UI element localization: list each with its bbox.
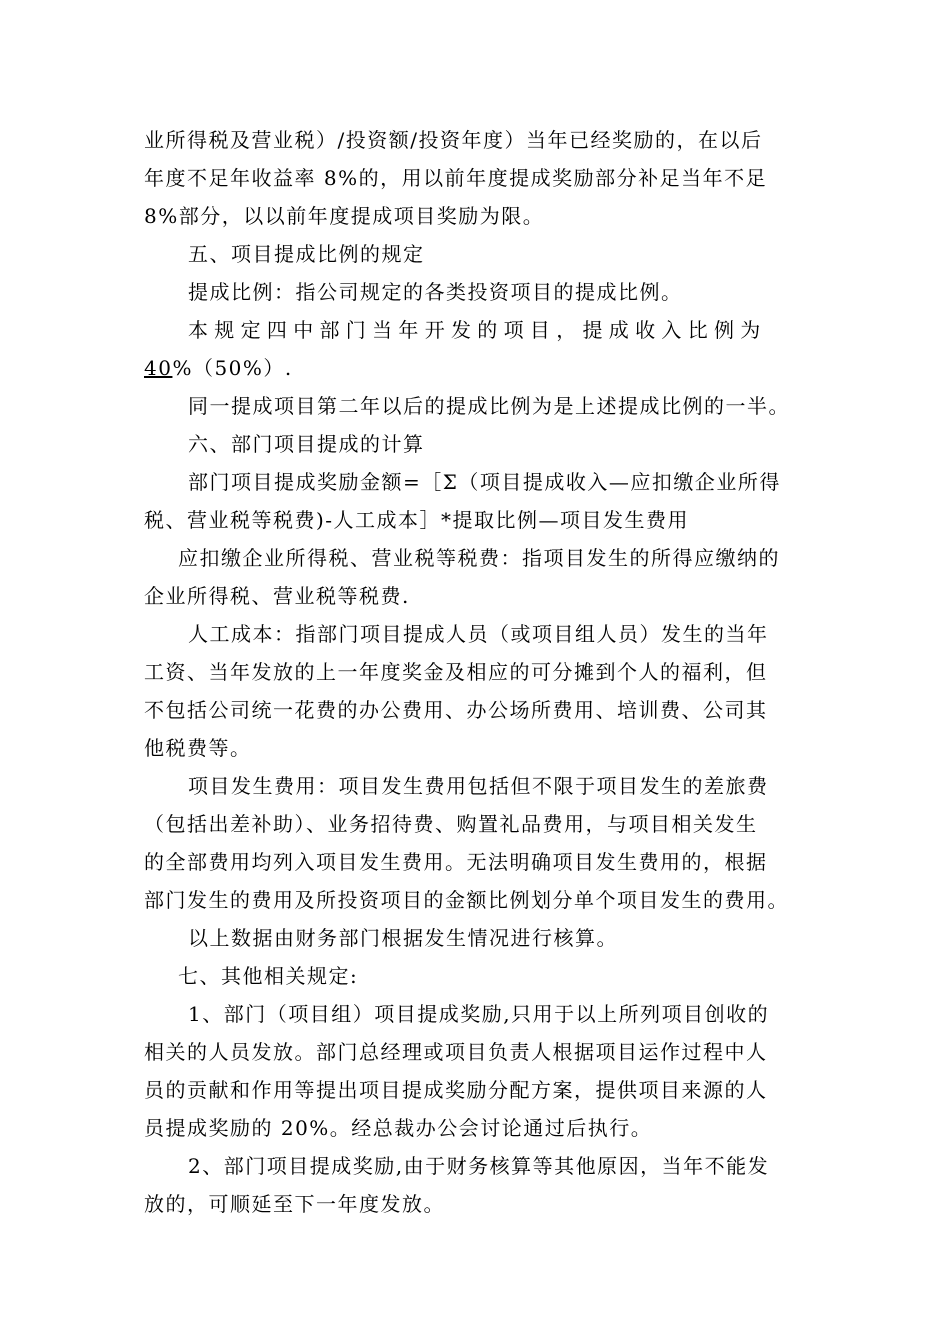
text-line: 不包括公司统一花费的办公费用、办公场所费用、培训费、公司其 bbox=[144, 698, 768, 722]
text-line: 员提成奖励的 20%。经总裁办公会讨论通过后执行。 bbox=[144, 1116, 653, 1140]
text-line-ratio bbox=[144, 356, 293, 380]
text-line: 业所得税及营业税）/投资额/投资年度）当年已经奖励的，在以后 bbox=[144, 128, 763, 152]
section-heading-5: 五、项目提成比例的规定 bbox=[188, 242, 425, 266]
list-item-1: 1、部门（项目组）项目提成奖励,只用于以上所列项目创收的 bbox=[188, 1002, 770, 1026]
text-line: 项目发生费用：项目发生费用包括但不限于项目发生的差旅费 bbox=[188, 774, 769, 798]
section-heading-7: 七、其他相关规定: bbox=[178, 964, 359, 988]
text-line: 企业所得税、营业税等税费. bbox=[144, 584, 410, 608]
list-item-2: 2、部门项目提成奖励,由于财务核算等其他原因，当年不能发 bbox=[188, 1154, 770, 1178]
text-line: 应扣缴企业所得税、营业税等税费：指项目发生的所得应缴纳的 bbox=[178, 546, 780, 570]
section-heading-6: 六、部门项目提成的计算 bbox=[188, 432, 425, 456]
text-line: （包括出差补助）、业务招待费、购置礼品费用，与项目相关发生 bbox=[144, 812, 758, 836]
underlined-ratio: 40 bbox=[144, 356, 173, 380]
ratio-remainder: %（50%）. bbox=[172, 356, 293, 380]
text-line: 放的，可顺延至下一年度发放。 bbox=[144, 1192, 445, 1216]
text-line: 以上数据由财务部门根据发生情况进行核算。 bbox=[188, 926, 618, 950]
text-line: 年度不足年收益率 8%的，用以前年度提成奖励部分补足当年不足 bbox=[144, 166, 768, 190]
text-line: 8%部分，以以前年度提成项目奖励为限。 bbox=[144, 204, 545, 228]
text-line: 工资、当年发放的上一年度奖金及相应的可分摊到个人的福利，但 bbox=[144, 660, 768, 684]
formula-line: 部门项目提成奖励金额=［Σ（项目提成收入—应扣缴企业所得 bbox=[188, 470, 781, 494]
text-line: 部门发生的费用及所投资项目的金额比例划分单个项目发生的费用。 bbox=[144, 888, 789, 912]
text-line: 他税费等。 bbox=[144, 736, 252, 760]
text-line: 相关的人员发放。部门总经理或项目负责人根据项目运作过程中人 bbox=[144, 1040, 768, 1064]
text-line: 提成比例：指公司规定的各类投资项目的提成比例。 bbox=[188, 280, 683, 304]
text-line: 人工成本：指部门项目提成人员（或项目组人员）发生的当年 bbox=[188, 622, 769, 646]
text-line: 同一提成项目第二年以后的提成比例为是上述提成比例的一半。 bbox=[188, 394, 790, 418]
formula-line: 税、营业税等税费)-人工成本］*提取比例—项目发生费用 bbox=[144, 508, 690, 532]
text-line: 的全部费用均列入项目发生费用。无法明确项目发生费用的，根据 bbox=[144, 850, 768, 874]
text-line: 本规定四中部门当年开发的项目，提成收入比例为 bbox=[188, 318, 767, 342]
text-line: 员的贡献和作用等提出项目提成奖励分配方案，提供项目来源的人 bbox=[144, 1078, 768, 1102]
